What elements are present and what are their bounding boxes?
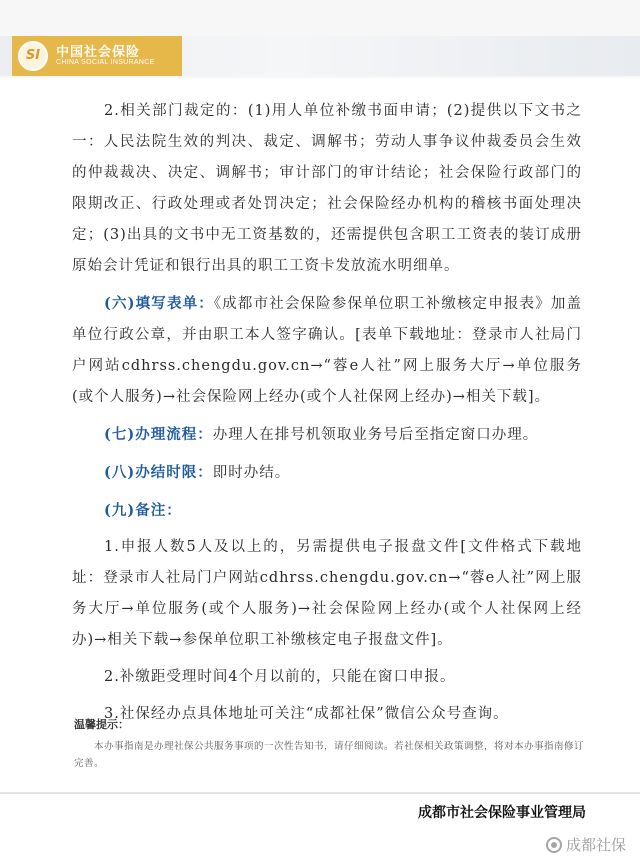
section-label-6: (六)填写表单： xyxy=(104,295,214,312)
guide-content xyxy=(72,96,582,730)
logo-chinese-text: 中国社会保险 xyxy=(56,45,141,60)
logo-english-text: CHINA SOCIAL INSURANCE xyxy=(56,59,155,66)
section-text-7: 办理人在排号机领取业务号后至指定窗口办理。 xyxy=(212,427,539,443)
page-header xyxy=(0,0,640,78)
footer-divider xyxy=(0,792,640,794)
section-label-8: (八)办结时限： xyxy=(104,464,213,481)
weibo-watermark xyxy=(546,834,626,855)
paragraph-documents: 2.相关部门裁定的：(1)用人单位补缴书面申请；(2)提供以下文书之一：人民法院生效的判决、裁定、调解书；劳动人事争议仲裁委员会生效的仲裁裁决、决定、调解书；审计部门的审计结论；社会保险行政部门的限期改正、行政处理或者处罚决定；社会保险经办机构的稽核书面处理决定；(3)出具的文书中无工资基数的，还需提供包含职工工资表的装订成册原始会计凭证和银行出具的职工工资卡发放流水明细单。 xyxy=(72,103,582,274)
section-fill-form xyxy=(72,288,582,413)
note-3: 3.社保经办点具体地址可关注“成都社保”微信公众号查询。 xyxy=(104,706,509,722)
weibo-icon xyxy=(546,837,562,853)
section-label-7: (七)办理流程： xyxy=(104,426,213,443)
note-2: 2.补缴距受理时间4个月以前的，只能在窗口申报。 xyxy=(104,669,456,685)
watermark-text: 成都社保 xyxy=(565,836,626,854)
logo xyxy=(12,36,182,76)
note-1: 1.申报人数5人及以上的，另需提供电子报盘文件[文件格式下载地址：登录市人社局门户网站cdhrss.chengdu.gov.cn→“蓉e人社”网上服务大厅→单位服务(或个人服务)→社会保险网上经办(或个人社保网上经办)→相关下载→参保单位职工补缴核定电子报盘文件]。 xyxy=(72,539,582,648)
section-text-6: 《成都市社会保险参保单位职工补缴核定申报表》加盖单位行政公章，并由职工本人签字确认。[表单下载地址：登录市人社局门户网站cdhrss.chengdu.gov.cn→“蓉e人社”网上服务大厅→单位服务(或个人服务)→社会保险网上经办(或个人社保网上经办)→相关下载]。 xyxy=(72,296,582,405)
section-process xyxy=(72,419,582,451)
warm-tips xyxy=(74,716,584,772)
section-text-8: 即时办结。 xyxy=(212,465,291,481)
tips-title: 温馨提示： xyxy=(74,718,129,731)
section-label-9: (九)备注： xyxy=(104,502,182,519)
issuing-organization: 成都市社会保险事业管理局 xyxy=(418,805,586,821)
social-insurance-logo-icon: SI xyxy=(18,41,48,71)
section-time-limit xyxy=(72,457,582,489)
tips-body: 本办事指南是办理社保公共服务事项的一次性告知书，请仔细阅读。若社保相关政策调整，将对本办事指南修订完善。 xyxy=(74,741,585,769)
